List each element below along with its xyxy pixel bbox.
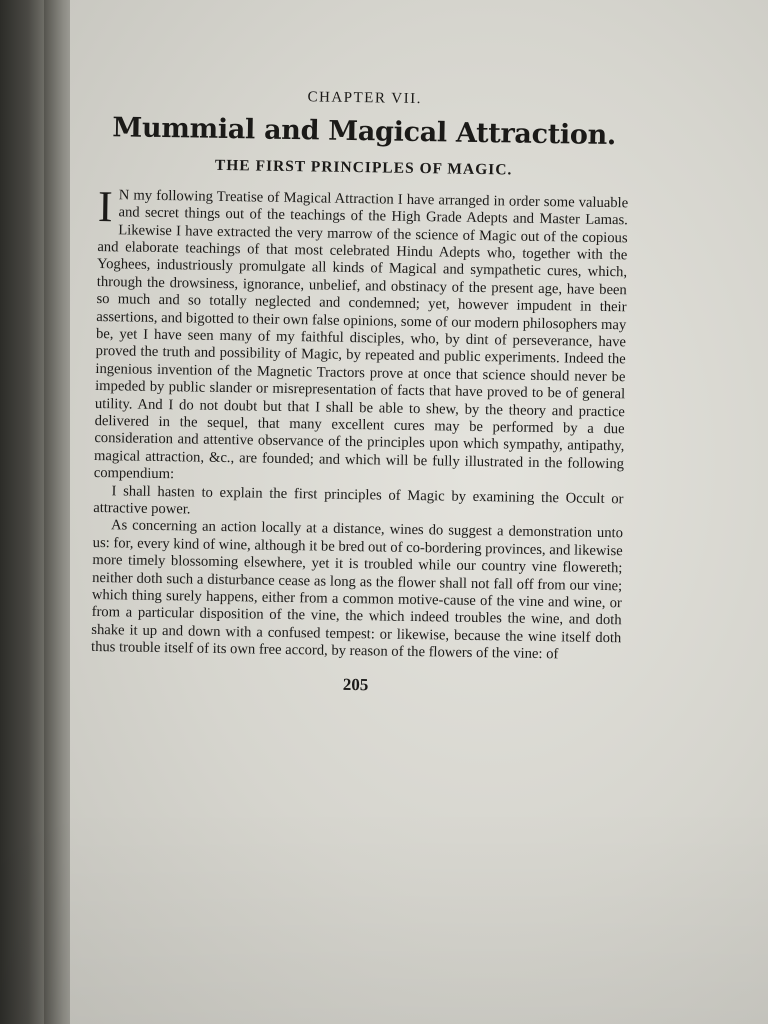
drop-cap: I bbox=[97, 181, 114, 231]
page-number: 205 bbox=[342, 674, 369, 694]
paragraph-3: As concerning an action locally at a distance, wines do suggest a demonstration unto us: for, every kind of wine, although it be bred out of co-bordering provinces, and likewise more timely blossoming elsewhere, yet it is troubled while our country vine flowereth; neither doth such a disturbance cease as long as the flower shall not fall off from our vine; which thing surely happens, either from a common motive-cause of the vine and wine, or from a particular disposition of the vine, the which indeed troubles the wine, and doth shake it up and down with a confused tempest: or likewise, because the wine itself doth thus trouble itself of its own free accord, by reason of the flowers of the vine: of bbox=[90, 517, 624, 663]
paragraph-1-text: N my following Treatise of Magical Attraction I have arranged in order some valuable and secret things out of the teachings of the High Grade Adepts and Master Lamas. Likewise I have extracted the very marrow of the science of Magic out of the copious and elaborate teachings of that most celebrated Hindu Adepts who, together with the Yoghees, industriously promulgate all kinds of Magical and sympathetic cures, which, through the drowsiness, ignorance, unbelief, and obstinacy of the present age, have been so much and so totally neglected and condemned; yet, however impudent in their assertions, and bigotted to their own false opinions, some of our modern philosophers may be, yet I have seen many of my faithful disciples, who, by dint of perseverance, have proved the truth and possibility of Magic, by repeated and public experiments. Indeed the ingenious invention of the Magnetic Tractors prove at once that science should never be impeded by public slander or misrepresentation of facts that have proved to be of general utility. And I do not doubt but that I shall be able to shew, by the theory and practice delivered in the sequel, that many excellent cures may be performed by a due consideration and attentive observance of the principles upon which sympathy, antipathy, magical attraction, &c., are founded; and which will be fully illustrated in the following compendium: bbox=[93, 186, 629, 483]
chapter-title: Mummial and Magical Attraction. bbox=[112, 112, 617, 152]
paragraph-1 bbox=[93, 181, 629, 491]
paragraph-2: I shall hasten to explain the first principles of Magic by examining the Occult or attractive power. bbox=[93, 482, 624, 518]
chapter-label: CHAPTER VII. bbox=[307, 89, 423, 108]
text-block bbox=[90, 80, 630, 699]
chapter-subtitle: THE FIRST PRINCIPLES OF MAGIC. bbox=[214, 156, 513, 179]
